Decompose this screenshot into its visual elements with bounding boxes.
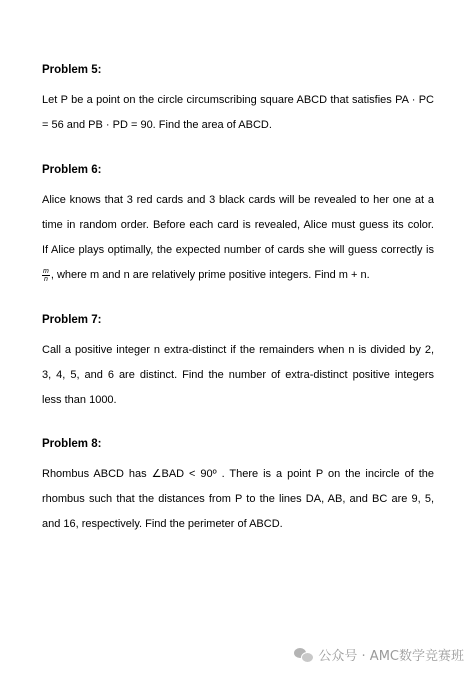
problem-line: = 56 and PB · PD = 90. Find the area of ABCD. (42, 119, 272, 131)
problem-text (42, 88, 434, 138)
problem-text (42, 188, 434, 288)
problem-line: 3, 4, 5, and 6 are distinct. Find the number of extra-distinct positive integers (42, 369, 434, 381)
problem-line: If Alice plays optimally, the expected number of cards she will guess correctly is (42, 244, 434, 256)
problem-6 (42, 163, 434, 288)
problem-line: less than 1000. (42, 394, 117, 406)
fraction-tail-text: , where m and n are relatively prime positive integers. Find m + n. (50, 269, 370, 281)
problem-title: Problem 6: (42, 164, 102, 176)
fraction-denominator: n (43, 275, 48, 283)
problem-line: Call a positive integer n extra-distinct if the remainders when n is divided by 2, (42, 344, 434, 356)
problem-title: Problem 5: (42, 64, 102, 76)
problem-5 (42, 63, 434, 138)
problem-line: time in random order. Before each card is revealed, Alice must guess its color. (42, 219, 434, 231)
fraction-m-over-n (42, 268, 50, 283)
wechat-watermark (294, 645, 464, 664)
problem-line (42, 263, 434, 288)
problem-text (42, 462, 434, 537)
problem-title: Problem 7: (42, 314, 102, 326)
problem-8 (42, 437, 434, 537)
problem-title: Problem 8: (42, 438, 102, 450)
problem-text (42, 338, 434, 413)
fraction-numerator: m (43, 267, 49, 275)
wechat-icon (294, 648, 312, 662)
problem-line: Rhombus ABCD has ∠BAD < 90º . There is a point P on the incircle of the (42, 468, 434, 480)
watermark-text: 公众号 · AMC数学竞赛班 (318, 649, 464, 664)
problem-line: Alice knows that 3 red cards and 3 black cards will be revealed to her one at a (42, 194, 434, 206)
problem-line: rhombus such that the distances from P to the lines DA, AB, and BC are 9, 5, (42, 493, 434, 505)
problem-line: Let P be a point on the circle circumscribing square ABCD that satisfies PA · PC (42, 94, 434, 106)
problem-7 (42, 313, 434, 413)
problem-line: and 16, respectively. Find the perimeter of ABCD. (42, 518, 283, 530)
